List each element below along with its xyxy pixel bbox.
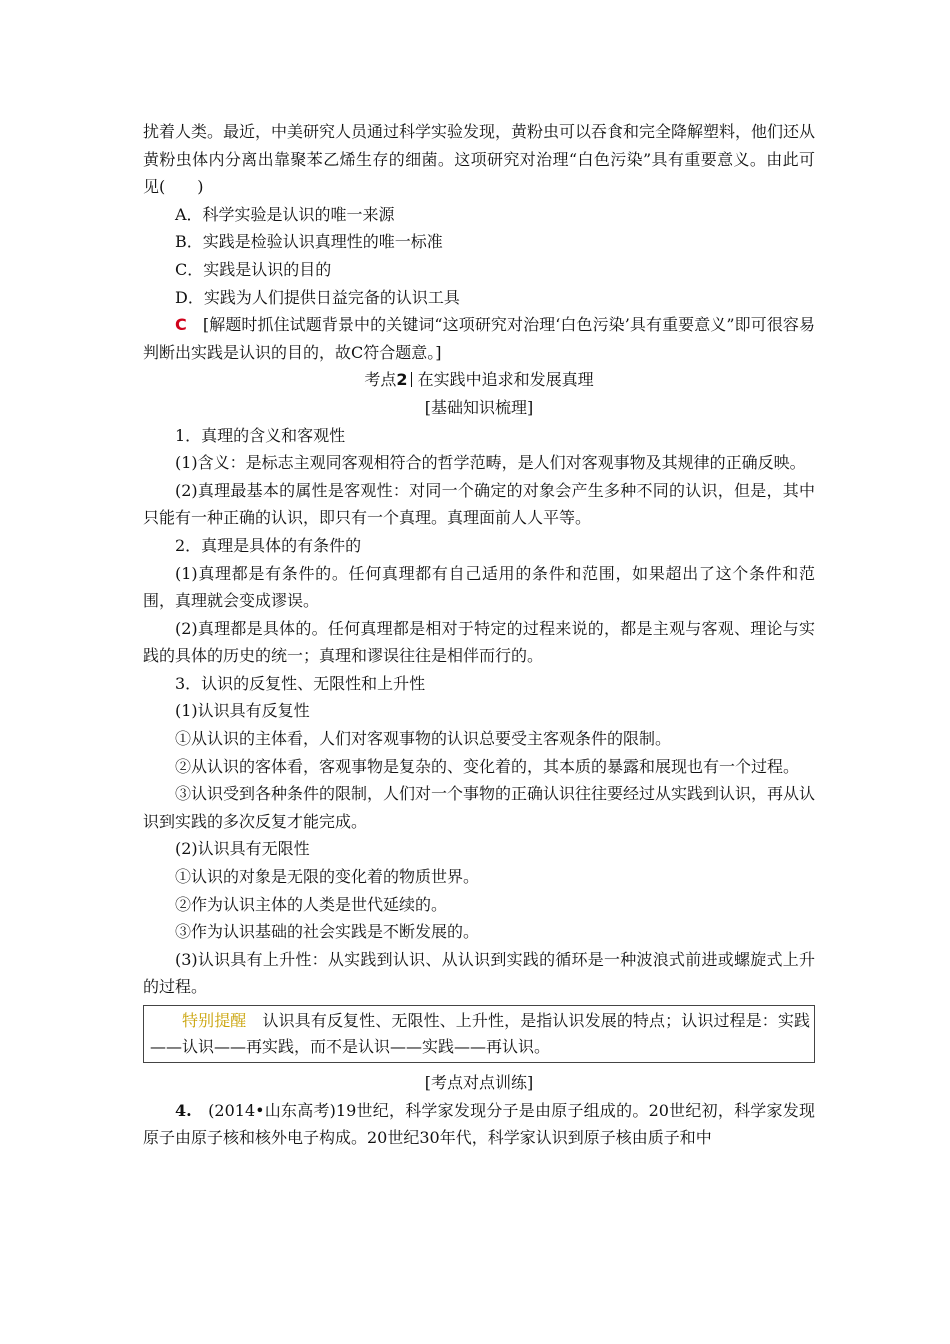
question-4-number: 4. bbox=[175, 1100, 192, 1120]
paragraph-3-2-c: ③作为认识基础的社会实践是不断发展的。 bbox=[175, 922, 480, 942]
special-tip bbox=[150, 1008, 810, 1060]
paragraph-3-1-c: ③认识受到各种条件的限制，人们对一个事物的正确认识往往要经过从实践到认识，再从认识到实践的多次反复才能完成。 bbox=[143, 784, 816, 831]
heading-3: 3．认识的反复性、无限性和上升性 bbox=[175, 673, 426, 693]
section-subtitle: [基础知识梳理] bbox=[424, 397, 534, 417]
option-b: B．实践是检验认识真理性的唯一标准 bbox=[175, 232, 443, 252]
answer-text: [解题时抓住试题背景中的关键词“这项研究对治理‘白色污染’具有重要意义”即可很容易判断出实践是认识的目的，故C符合题意。] bbox=[143, 315, 815, 362]
tip-text: 认识具有反复性、无限性、上升性，是指认识发展的特点；认识过程是：实践——认识——再实践，而不是认识——实践——再认识。 bbox=[150, 1011, 810, 1056]
section-prefix: 考点 bbox=[364, 370, 397, 390]
option-c: C．实践是认识的目的 bbox=[175, 259, 332, 279]
paragraph-3-1-a: ①从认识的主体看，人们对客观事物的认识总要受主客观条件的限制。 bbox=[175, 729, 672, 749]
heading-1: 1．真理的含义和客观性 bbox=[175, 425, 346, 445]
question-4 bbox=[143, 1097, 815, 1152]
question-4-text: (2014•山东高考)19世纪，科学家发现分子是由原子组成的。20世纪初，科学家发现原子由原子核和核外电子构成。20世纪30年代，科学家认识到原子核由质子和中 bbox=[143, 1100, 815, 1148]
heading-2: 2．真理是具体的有条件的 bbox=[175, 535, 362, 555]
answer-letter: C bbox=[175, 315, 187, 335]
paragraph-3-3: (3)认识具有上升性：从实践到认识、从认识到实践的循环是一种波浪式前进或螺旋式上升的过程。 bbox=[143, 949, 815, 997]
answer-explanation bbox=[143, 311, 815, 366]
section-number: 2 bbox=[396, 370, 408, 390]
option-a: A．科学实验是认识的唯一来源 bbox=[175, 204, 395, 224]
training-subtitle: [考点对点训练] bbox=[424, 1073, 534, 1092]
option-d: D．实践为人们提供日益完备的认识工具 bbox=[175, 287, 460, 307]
special-tip-box bbox=[143, 1005, 815, 1063]
document-page bbox=[143, 118, 815, 1152]
tip-label: 特别提醒 bbox=[182, 1011, 247, 1030]
paragraph-3-2-a: ①认识的对象是无限的变化着的物质世界。 bbox=[175, 867, 480, 887]
paragraph-2-2: (2)真理都是具体的。任何真理都是相对于特定的过程来说的，都是主观与客观、理论与实践的具体的历史的统一；真理和谬误往往是相伴而行的。 bbox=[143, 618, 815, 666]
paragraph-3-2-b: ②作为认识主体的人类是世代延续的。 bbox=[175, 894, 448, 914]
paragraph-3-1: (1)认识具有反复性 bbox=[175, 701, 310, 721]
paragraph-1-1: (1)含义：是标志主观同客观相符合的哲学范畴，是人们对客观事物及其规律的正确反映。 bbox=[175, 453, 806, 473]
section-title: 在实践中追求和发展真理 bbox=[417, 370, 594, 390]
paragraph-3-1-b: ②从认识的客体看，客观事物是复杂的、变化着的，其本质的暴露和展现也有一个过程。 bbox=[175, 756, 800, 776]
paragraph-3-2: (2)认识具有无限性 bbox=[175, 839, 310, 859]
question-intro: 扰着人类。最近，中美研究人员通过科学实验发现，黄粉虫可以吞食和完全降解塑料，他们还从黄粉虫体内分离出靠聚苯乙烯生存的细菌。这项研究对治理“白色污染”具有重要意义。由此可见( ) bbox=[143, 122, 816, 197]
paragraph-2-1: (1)真理都是有条件的。任何真理都有自己适用的条件和范围，如果超出了这个条件和范围，真理就会变成谬误。 bbox=[143, 563, 815, 611]
section-heading bbox=[143, 366, 815, 394]
section-divider bbox=[411, 372, 412, 387]
paragraph-1-2: (2)真理最基本的属性是客观性：对同一个确定的对象会产生多种不同的认识，但是，其中只能有一种正确的认识，即只有一个真理。真理面前人人平等。 bbox=[143, 480, 815, 528]
